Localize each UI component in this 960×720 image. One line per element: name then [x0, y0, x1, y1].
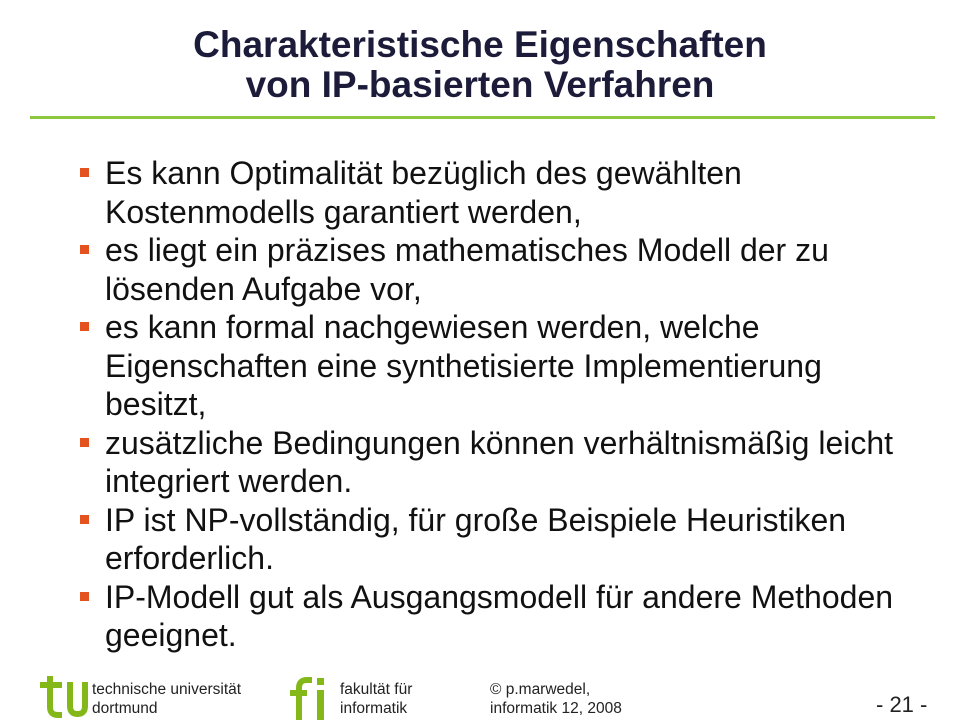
fi-logo-icon — [288, 674, 334, 720]
faculty-line: informatik — [340, 700, 408, 717]
bullet-line: zusätzliche Bedingungen können verhältnismäßig leicht — [105, 424, 894, 461]
title-line: von IP-basierten Verfahren — [245, 64, 715, 105]
title-divider — [30, 116, 935, 119]
bullet-line: integriert werden. — [105, 463, 353, 499]
page-number: - 21 - — [876, 692, 928, 717]
square-bullet-icon — [80, 168, 89, 177]
faculty-line: fakultät für — [340, 681, 413, 698]
tu-logo-icon — [40, 674, 90, 720]
bullet-item — [105, 308, 893, 424]
slide-title — [0, 25, 960, 105]
bullet-line: erforderlich. — [105, 540, 274, 576]
square-bullet-icon — [80, 322, 89, 331]
bullet-line: geeignet. — [105, 617, 237, 653]
author-credit — [490, 680, 622, 718]
bullet-item — [105, 154, 893, 231]
bullet-line: es liegt ein präzises mathematisches Modell der zu — [105, 232, 829, 268]
square-bullet-icon — [80, 515, 89, 524]
university-line: technische universität — [92, 681, 242, 698]
bullet-line: Kostenmodells garantiert werden, — [105, 193, 582, 230]
square-bullet-icon — [80, 592, 89, 601]
author-line: informatik 12, 2008 — [490, 700, 622, 717]
bullet-line: lösenden Aufgabe vor, — [105, 270, 422, 307]
bullet-line: es kann formal nachgewiesen werden, welche — [105, 309, 760, 345]
title-line: Charakteristische Eigenschaften — [193, 24, 767, 65]
square-bullet-icon — [80, 245, 89, 254]
university-name — [92, 680, 241, 718]
faculty-name — [340, 680, 412, 718]
bullet-item — [105, 501, 893, 578]
square-bullet-icon — [80, 438, 89, 447]
bullet-item — [105, 424, 893, 501]
university-line: dortmund — [92, 700, 158, 717]
bullet-line: besitzt, — [105, 386, 207, 422]
bullet-item — [105, 578, 893, 655]
bullet-line: IP ist NP-vollständig, für große Beispiele Heuristiken — [105, 501, 847, 538]
bullet-item — [105, 231, 893, 308]
bullet-line: IP-Modell gut als Ausgangsmodell für andere Methoden — [105, 578, 894, 615]
bullet-list — [105, 154, 893, 655]
author-line: © p.marwedel, — [490, 681, 591, 698]
bullet-line: Es kann Optimalität bezüglich des gewählten — [105, 155, 742, 191]
bullet-line: Eigenschaften eine synthetisierte Implementierung — [105, 347, 822, 384]
